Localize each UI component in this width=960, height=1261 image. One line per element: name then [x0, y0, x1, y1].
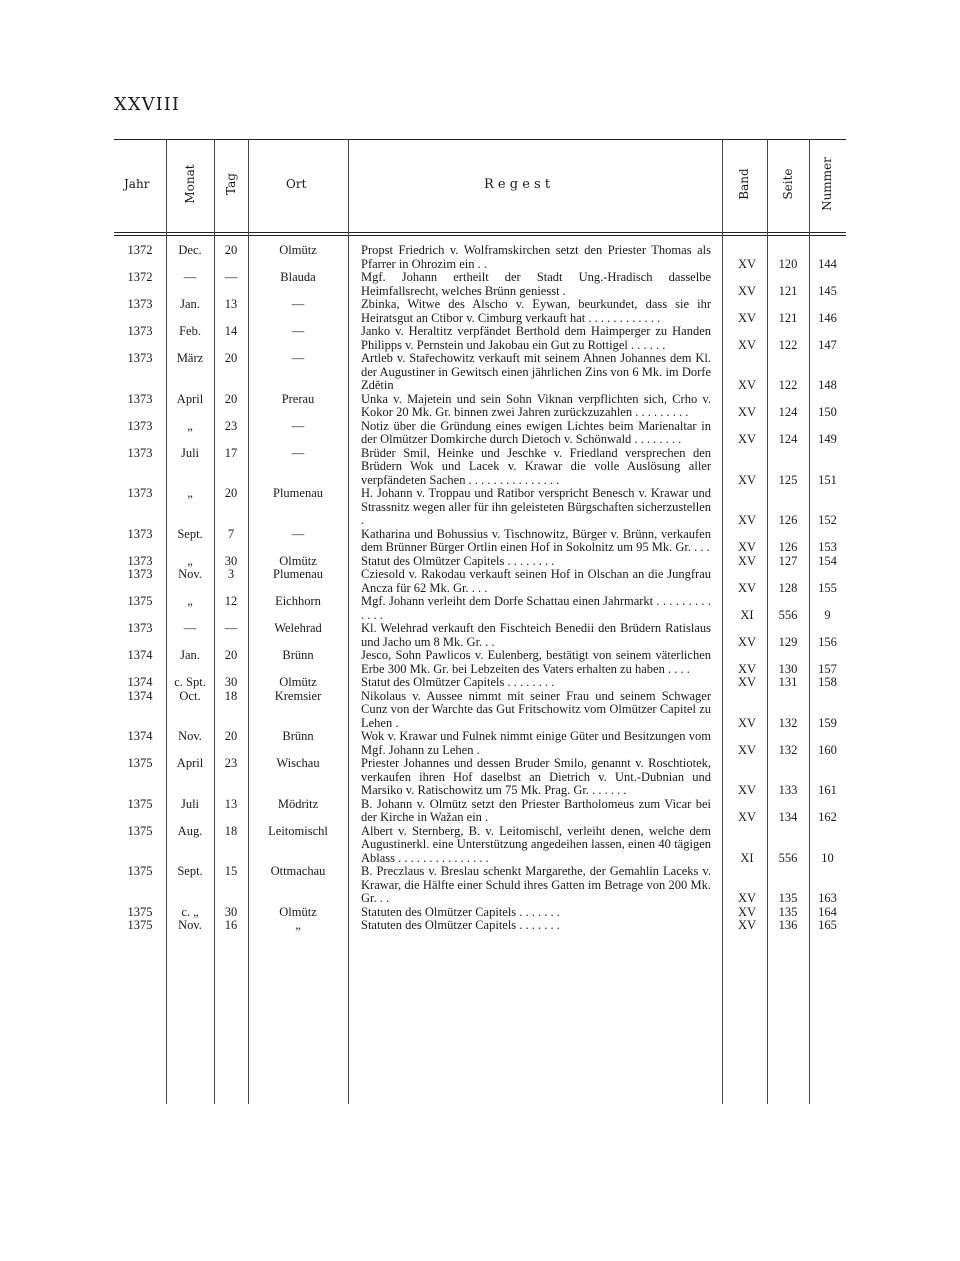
cell-ort: — [291, 526, 305, 541]
cell-tag: 23 [224, 418, 238, 433]
cell-seite: 129 [778, 634, 798, 649]
regest-text: Kl. Welehrad verkauft den Fischteich Benedii den Brüdern Ratislaus und Jacho um 8 Mk. Gr. . . [361, 621, 711, 649]
cell-tag: — [224, 270, 238, 284]
regest-text: Mgf. Johann verleiht dem Dorfe Schattau einen Jahrmarkt . . . . . . . . . . . . . [361, 594, 711, 622]
header-monat: Monat [183, 164, 197, 204]
regest-text: Notiz über die Gründung eines ewigen Lichtes beim Marienaltar in der Olmützer Domkirche durch Dietoch v. Schönwald . . . . . . . . [361, 418, 711, 446]
cell-monat: Sept. [177, 526, 203, 541]
cell-jahr: 1375 [127, 823, 153, 838]
cell-monat: Dec. [178, 243, 202, 257]
cell-ort: „ [295, 918, 301, 932]
regest-text: Nikolaus v. Aussee nimmt mit seiner Frau und seinem Schwager Cunz von der Warchte das Gut Fritschowitz vom Olmützer Capitel zu Lehen . [361, 688, 711, 730]
cell-tag: 18 [224, 688, 238, 703]
cell-monat: c. „ [181, 904, 199, 919]
table-row [114, 757, 846, 798]
regest-text: Mgf. Johann ertheilt der Stadt Ung.-Hradisch dasselbe Heimfallsrecht, welches Brünn geniesst . [361, 270, 711, 298]
cell-seite: 126 [778, 513, 798, 527]
cell-jahr: 1375 [127, 594, 153, 608]
cell-tag: — [224, 621, 238, 635]
header-tag: Tag [224, 173, 238, 195]
regest-text: Statut des Olmützer Capitels . . . . . . . . [361, 675, 555, 689]
cell-jahr: 1373 [127, 297, 153, 311]
cell-jahr: 1375 [127, 756, 153, 770]
regest-text: Statut des Olmützer Capitels . . . . . . . . [361, 553, 555, 568]
cell-jahr: 1373 [127, 445, 153, 460]
cell-seite: 127 [778, 553, 798, 568]
cell-jahr: 1372 [127, 270, 153, 284]
cell-jahr: 1374 [127, 648, 153, 662]
table-row [114, 595, 846, 622]
cell-tag: 15 [224, 864, 238, 878]
cell-seite: 121 [778, 283, 798, 298]
cell-ort: Brünn [282, 729, 314, 743]
cell-nummer: 9 [824, 607, 831, 622]
cell-jahr: 1375 [127, 904, 153, 919]
cell-tag: 3 [227, 567, 235, 581]
cell-ort: — [291, 351, 305, 365]
cell-ort: Plumenau [273, 567, 323, 581]
cell-jahr: 1373 [127, 567, 153, 581]
cell-ort: Olmütz [279, 243, 317, 257]
header-nummer: Nummer [820, 157, 834, 211]
cell-ort: Mödritz [277, 796, 319, 811]
table-row [114, 528, 846, 555]
cell-tag: 18 [224, 823, 238, 838]
regest-text: Propst Friedrich v. Wolframskirchen setzt den Priester Thomas als Pfarrer in Ohrozim ein . . [361, 243, 711, 271]
cell-monat: „ [187, 418, 193, 433]
cell-ort: — [291, 445, 305, 460]
cell-band: XV [737, 783, 757, 797]
header-jahr: Jahr [124, 177, 150, 191]
cell-seite: 131 [778, 675, 798, 689]
cell-jahr: 1374 [127, 688, 153, 703]
cell-band: XV [737, 918, 757, 932]
cell-jahr: 1373 [127, 526, 153, 541]
cell-nummer: 145 [818, 283, 837, 298]
cell-band: XV [737, 553, 757, 568]
cell-monat: April [176, 756, 204, 770]
cell-jahr: 1373 [127, 324, 153, 338]
cell-nummer: 146 [818, 310, 837, 325]
cell-tag: 30 [224, 675, 238, 689]
table-row [114, 568, 846, 595]
cell-monat: April [176, 391, 204, 406]
cell-tag: 17 [224, 445, 238, 460]
cell-seite: 121 [778, 310, 798, 325]
cell-tag: 20 [224, 351, 238, 365]
cell-band: XV [737, 742, 757, 757]
cell-ort: — [291, 324, 305, 338]
cell-band: XV [737, 432, 757, 446]
cell-nummer: 148 [818, 378, 837, 392]
table-row [114, 676, 846, 690]
cell-ort: Leitomischl [268, 823, 328, 838]
cell-nummer: 154 [818, 553, 837, 568]
cell-seite: 126 [778, 540, 798, 554]
cell-band: XV [737, 513, 757, 527]
cell-seite: 130 [778, 661, 798, 676]
cell-monat: Juli [180, 445, 200, 460]
table-row [114, 555, 846, 569]
cell-band: XV [737, 540, 757, 554]
regest-text: Brüder Smil, Heinke und Jeschke v. Friedland versprechen den Brüdern Wok und Lacek v. Krawar die volle Auslösung aller verpfändeten Sachen . . . . . . . . . . . . . . . [361, 445, 711, 487]
table-row [114, 325, 846, 352]
regest-text: Priester Johannes und dessen Bruder Smilo, genannt v. Roschtiotek, verkaufen ihren Hof daselbst an Dietrich v. Unt.-Dubnian und Marsiko v. Ratischowitz um 75 Mk. Prag. Gr. . . . . . . [361, 756, 711, 797]
cell-nummer: 144 [818, 256, 837, 271]
cell-nummer: 147 [818, 337, 837, 352]
cell-ort: Prerau [281, 391, 315, 406]
cell-monat: Jan. [180, 648, 200, 662]
table-row [114, 690, 846, 731]
cell-nummer: 164 [818, 904, 837, 919]
cell-nummer: 156 [818, 634, 837, 649]
header-bottom-rule [114, 232, 846, 233]
regest-text: B. Johann v. Olmütz setzt den Priester Bartholomeus zum Vicar bei der Kirche in Wažan ein . [361, 796, 711, 824]
cell-nummer: 159 [818, 715, 837, 730]
cell-band: XV [737, 472, 757, 487]
cell-monat: Nov. [178, 918, 202, 932]
cell-seite: 132 [778, 742, 798, 757]
cell-tag: 7 [227, 526, 235, 541]
table-row [114, 730, 846, 757]
cell-ort: Welehrad [274, 621, 322, 635]
cell-jahr: 1375 [127, 918, 153, 932]
cell-ort: Kremsier [274, 688, 322, 703]
cell-tag: 20 [224, 486, 238, 500]
regest-text: Unka v. Majetein und sein Sohn Viknan verpflichten sich, Crho v. Kokor 20 Mk. Gr. binnen zwei Jahren zurückzuzahlen . . . . . . . . . [361, 391, 711, 419]
table-row [114, 244, 846, 271]
cell-jahr: 1375 [127, 796, 153, 811]
regest-text: Artleb v. Stařechowitz verkauft mit seinem Ahnen Johannes dem Kl. der Augustiner in Gewitsch einen jährlichen Zins von 6 Mk. im Dorfe Zdětin [361, 351, 711, 392]
cell-tag: 16 [224, 918, 238, 932]
regest-text: Wok v. Krawar und Fulnek nimmt einige Güter und Besitzungen vom Mgf. Johann zu Lehen . [361, 729, 711, 757]
cell-ort: Eichhorn [275, 594, 321, 608]
cell-jahr: 1373 [127, 418, 153, 433]
cell-jahr: 1373 [127, 351, 153, 365]
cell-band: XV [737, 675, 757, 689]
cell-tag: 20 [224, 648, 238, 662]
regest-text: Cziesold v. Rakodau verkauft seinen Hof in Olschan an die Jungfrau Ancza für 62 Mk. Gr. . . . [361, 567, 711, 595]
page-number: XXVIII [114, 94, 180, 115]
table-row [114, 352, 846, 393]
regest-text: Albert v. Sternberg, B. v. Leitomischl, verleiht denen, welche dem Augustinerkl. eine Unterstützung angedeihen lassen, einen 40 tägigen Ablass . . . . . . . . . . . . . . . [361, 823, 711, 865]
cell-nummer: 157 [818, 661, 837, 676]
table-row [114, 420, 846, 447]
regest-text: H. Johann v. Troppau und Ratibor verspricht Benesch v. Krawar und Strassnitz wegen aller für ihn geleisteten Bürgschaften sicherzustellen . [361, 486, 711, 527]
cell-band: XV [737, 661, 757, 676]
header-ort: Ort [286, 177, 307, 191]
cell-monat: „ [187, 594, 193, 608]
cell-band: XV [737, 715, 757, 730]
cell-monat: — [183, 621, 197, 635]
cell-band: XV [737, 891, 757, 905]
cell-tag: 30 [224, 904, 238, 919]
cell-monat: — [183, 270, 197, 284]
cell-seite: 120 [778, 256, 798, 271]
cell-nummer: 151 [818, 472, 837, 487]
cell-jahr: 1373 [127, 391, 153, 406]
cell-jahr: 1373 [127, 621, 153, 635]
cell-band: XV [737, 337, 757, 352]
cell-tag: 14 [224, 324, 238, 338]
cell-nummer: 10 [821, 850, 834, 865]
table-row [114, 865, 846, 906]
cell-monat: Feb. [179, 324, 201, 338]
table-row [114, 393, 846, 420]
cell-seite: 122 [778, 337, 798, 352]
cell-ort: Wischau [276, 756, 320, 770]
cell-tag: 23 [224, 756, 238, 770]
cell-tag: 20 [224, 391, 238, 406]
cell-seite: 135 [778, 891, 798, 905]
cell-seite: 124 [778, 432, 798, 446]
table-row [114, 906, 846, 920]
table-row [114, 271, 846, 298]
cell-monat: Juli [180, 796, 200, 811]
cell-band: XV [737, 256, 757, 271]
regest-table [114, 244, 846, 933]
table-row [114, 447, 846, 488]
cell-seite: 128 [778, 580, 798, 595]
header-band: Band [737, 168, 751, 200]
cell-nummer: 160 [818, 742, 837, 757]
cell-tag: 13 [224, 796, 238, 811]
cell-seite: 133 [778, 783, 798, 797]
cell-band: XV [737, 405, 757, 419]
header-double-rule [114, 235, 846, 236]
cell-ort: Ottmachau [270, 864, 326, 878]
cell-tag: 20 [224, 243, 238, 257]
table-row [114, 825, 846, 866]
cell-ort: — [291, 297, 305, 311]
cell-jahr: 1374 [127, 729, 153, 743]
cell-band: XI [740, 607, 754, 622]
regest-text: Statuten des Olmützer Capitels . . . . . . . [361, 918, 560, 932]
cell-seite: 136 [778, 918, 798, 932]
cell-seite: 134 [778, 810, 798, 824]
cell-monat: „ [187, 553, 193, 568]
regest-text: Janko v. Heraltitz verpfändet Berthold dem Haimperger zu Handen Philipps v. Pernstein und Jakobau ein Gut zu Rottigel . . . . . . [361, 324, 711, 352]
cell-ort: Olmütz [279, 675, 317, 689]
cell-tag: 20 [224, 729, 238, 743]
cell-jahr: 1372 [127, 243, 153, 257]
cell-nummer: 161 [818, 783, 837, 797]
cell-monat: c. Spt. [174, 675, 206, 689]
cell-ort: Plumenau [273, 486, 323, 500]
cell-band: XV [737, 634, 757, 649]
cell-band: XV [737, 378, 757, 392]
header-seite: Seite [781, 168, 795, 200]
cell-jahr: 1373 [127, 486, 153, 500]
cell-monat: Nov. [178, 567, 202, 581]
cell-monat: „ [187, 486, 193, 500]
cell-ort: — [291, 418, 305, 433]
cell-monat: Aug. [177, 823, 203, 838]
cell-monat: Nov. [178, 729, 202, 743]
cell-seite: 556 [778, 850, 798, 865]
cell-tag: 30 [224, 553, 238, 568]
cell-band: XV [737, 810, 757, 824]
cell-nummer: 149 [818, 432, 837, 446]
cell-ort: Blauda [280, 270, 316, 284]
cell-seite: 125 [778, 472, 798, 487]
cell-jahr: 1373 [127, 553, 153, 568]
cell-nummer: 165 [818, 918, 837, 932]
cell-ort: Olmütz [279, 553, 317, 568]
cell-jahr: 1374 [127, 675, 153, 689]
table-row [114, 622, 846, 649]
table-row [114, 487, 846, 528]
cell-seite: 135 [778, 904, 798, 919]
regest-text: Zbinka, Witwe des Alscho v. Eywan, beurkundet, dass sie ihr Heiratsgut an Ctibor v. Cimburg verkauft hat . . . . . . . . . . . . [361, 297, 711, 325]
regest-text: Katharina und Bohussius v. Tischnowitz, Bürger v. Brünn, verkaufen dem Brünner Bürger Ortlin einen Hof in Sokolnitz um 95 Mk. Gr. . . . [361, 526, 711, 554]
cell-ort: Brünn [282, 648, 314, 662]
regest-text: Jesco, Sohn Pawlicos v. Eulenberg, bestätigt von seinem väterlichen Erbe 300 Mk. Gr. bei Lebzeiten des Vaters erhalten zu haben . . . . [361, 648, 711, 676]
cell-seite: 122 [778, 378, 798, 392]
cell-tag: 12 [224, 594, 238, 608]
cell-band: XI [740, 850, 754, 865]
cell-seite: 132 [778, 715, 798, 730]
table-row [114, 649, 846, 676]
cell-nummer: 163 [818, 891, 837, 905]
cell-nummer: 152 [818, 513, 837, 527]
cell-monat: Sept. [177, 864, 203, 878]
table-row [114, 798, 846, 825]
cell-tag: 13 [224, 297, 238, 311]
cell-nummer: 150 [818, 405, 837, 419]
cell-band: XV [737, 310, 757, 325]
regest-text: Statuten des Olmützer Capitels . . . . . . . [361, 904, 560, 919]
regest-text: B. Preczlaus v. Breslau schenkt Margarethe, der Gemahlin Laceks v. Krawar, die Hälfte einer Schuld ihres Gatten im Betrage von 200 Mk. Gr. . . [361, 864, 711, 905]
cell-nummer: 153 [818, 540, 837, 554]
cell-monat: Jan. [180, 297, 200, 311]
cell-monat: März [176, 351, 204, 365]
cell-monat: Oct. [179, 688, 201, 703]
cell-band: XV [737, 904, 757, 919]
cell-seite: 124 [778, 405, 798, 419]
cell-jahr: 1375 [127, 864, 153, 878]
cell-nummer: 155 [818, 580, 837, 595]
cell-ort: Olmütz [279, 904, 317, 919]
cell-band: XV [737, 580, 757, 595]
cell-seite: 556 [778, 607, 798, 622]
table-row [114, 298, 846, 325]
cell-nummer: 162 [818, 810, 837, 824]
cell-nummer: 158 [818, 675, 837, 689]
header-regest: R e g e s t [484, 177, 551, 192]
table-top-rule [114, 139, 846, 140]
table-row [114, 919, 846, 933]
cell-band: XV [737, 283, 757, 298]
